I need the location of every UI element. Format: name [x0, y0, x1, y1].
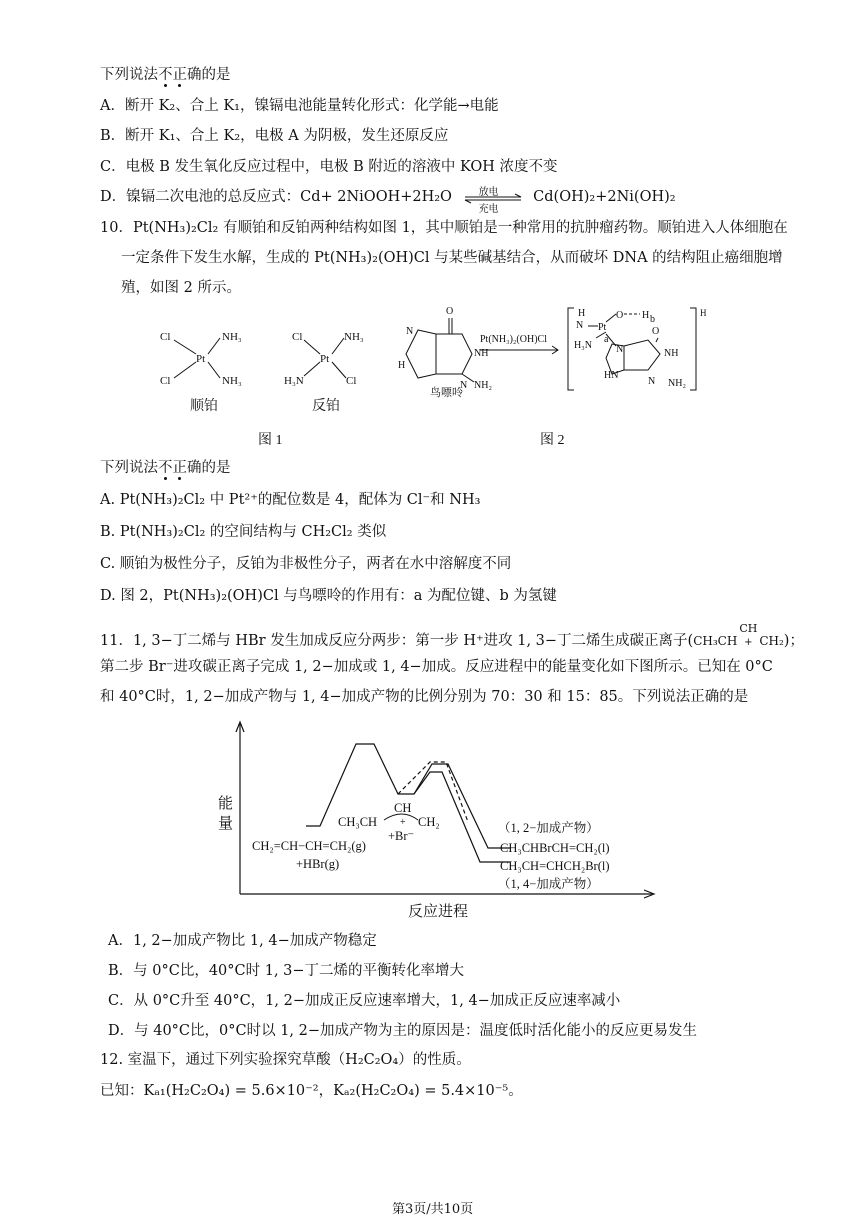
q10-option-c: C. 顺铂为极性分子，反铂为非极性分子，两者在水中溶解度不同 — [100, 556, 512, 572]
product-structure — [574, 308, 686, 389]
page-number: 第3页/共10页 — [392, 1202, 474, 1217]
q11-option-a: A．1, 2−加成产物比 1, 4−加成产物稳定 — [108, 933, 377, 949]
q9-option-a: A．断开 K₂、合上 K₁，镍镉电池能量转化形式：化学能→电能 — [100, 98, 499, 114]
q10-option-a: A. Pt(NH₃)₂Cl₂ 中 Pt²⁺的配位数是 4，配体为 Cl⁻和 NH₃ — [100, 492, 481, 508]
q11-line-2: 第二步 Br⁻进攻碳正离子完成 1, 2−加成或 1, 4−加成。反应进程中的能量变化如下图所示。已知在 0°C — [100, 659, 773, 675]
reactant-label: CH₂=CH−CH=CH₂(g) — [252, 839, 366, 853]
q10-stem: 下列说法不正确的是 — [100, 460, 231, 476]
figure-2-caption: 图 2 — [540, 433, 565, 448]
svg-text:NH: NH — [474, 348, 489, 359]
svg-text:H₃N: H₃N — [574, 340, 592, 351]
q9-option-b: B．断开 K₁、合上 K₂，电极 A 为阴极，发生还原反应 — [100, 128, 449, 144]
q11-option-b: B．与 0°C比，40°C时 1, 3−丁二烯的平衡转化率增大 — [108, 963, 465, 979]
svg-text:H: H — [578, 308, 586, 319]
svg-text:Cl: Cl — [346, 375, 357, 387]
reactant-hbr-label: +HBr(g) — [296, 857, 340, 871]
y-axis-label-1: 能 — [218, 796, 234, 812]
svg-text:N: N — [648, 376, 656, 387]
q12-line-1: 12. 室温下，通过下列实验探究草酸（H₂C₂O₄）的性质。 — [100, 1052, 471, 1068]
intermediate-plus: + — [400, 817, 406, 828]
guanine-structure — [406, 318, 474, 382]
svg-text:N: N — [406, 326, 414, 337]
cisplatin-structure — [160, 331, 242, 387]
q11-line-1: 11．1, 3−丁二烯与 HBr 发生加成反应分两步：第一步 H⁺进攻 1, 3−丁二烯生成碳正离子(CH₃CH + CH CH₂)； — [100, 624, 804, 654]
x-axis-label: 反应进程 — [408, 904, 469, 920]
arrow-reagent: Pt(NH₃)₂(OH)Cl — [480, 334, 547, 345]
product-1-2-formula: CH₃CHBrCH=CH₂(l) — [500, 841, 610, 855]
svg-text:Pt: Pt — [320, 353, 330, 365]
svg-text:NH₃: NH₃ — [222, 375, 242, 387]
intermediate-label: CH₃CH — [338, 815, 378, 829]
intermediate-ch2-label: CH₂ — [418, 815, 440, 829]
y-axis-label-2: 量 — [218, 816, 234, 832]
svg-text:H: H — [642, 310, 650, 321]
inline-delocalized-arc: + CH — [739, 622, 758, 648]
transplatin-structure — [284, 331, 364, 387]
svg-text:NH₃: NH₃ — [344, 331, 364, 343]
svg-text:Pt: Pt — [598, 322, 607, 333]
svg-text:N: N — [576, 320, 584, 331]
q9-option-d: D．镍镉二次电池的总反应式：Cd+ 2NiOOH+2H₂O 放电 充电 Cd(OH)₂+2Ni(OH)₂ — [100, 187, 676, 215]
svg-text:Cl: Cl — [160, 331, 171, 343]
svg-text:NH₃: NH₃ — [222, 331, 242, 343]
svg-text:NH: NH — [664, 348, 679, 359]
svg-text:HN: HN — [604, 370, 619, 381]
q11-option-d: D．与 40°C比，0°C时以 1, 2−加成产物为主的原因是：温度低时活化能小的反应更易发生 — [108, 1023, 698, 1039]
transplatin-label: 反铂 — [312, 399, 340, 414]
product-1-2-label: （1, 2−加成产物） — [498, 821, 599, 835]
intermediate-ch-label: CH — [394, 801, 412, 815]
q11-option-c: C．从 0°C升至 40°C，1, 2−加成正反应速率增大，1, 4−加成正反应速率减小 — [108, 993, 621, 1009]
q11-line-3: 和 40°C时，1, 2−加成产物与 1, 4−加成产物的比例分别为 70：30 和 15：85。下列说法正确的是 — [100, 689, 749, 705]
svg-text:NH₂: NH₂ — [474, 380, 492, 391]
q10-option-b: B. Pt(NH₃)₂Cl₂ 的空间结构与 CH₂Cl₂ 类似 — [100, 524, 387, 540]
q10-line-3: 殖，如图 2 所示。 — [121, 280, 241, 296]
q10-figures — [0, 296, 868, 456]
inline-carbocation: CH₃CH + CH CH₂ — [693, 624, 784, 654]
intermediate-br-label: +Br⁻ — [388, 829, 415, 843]
q10-line-2: 一定条件下发生水解，生成的 Pt(NH₃)₂(OH)Cl 与某些碱基结合，从而破坏 DNA 的结构阻止癌细胞增 — [121, 250, 783, 266]
product-1-4-formula: CH₃CH=CHCH₂Br(l) — [500, 859, 610, 873]
energy-profile-diagram — [0, 712, 868, 932]
q10-line-1: 10．Pt(NH₃)₂Cl₂ 有顺铂和反铂两种结构如图 1，其中顺铂是一种常用的抗肿瘤药物。顺铂进入人体细胞在 — [100, 220, 788, 236]
svg-text:N: N — [460, 380, 468, 391]
svg-text:Cl: Cl — [160, 375, 171, 387]
svg-text:Pt: Pt — [196, 353, 206, 365]
cisplatin-label: 顺铂 — [190, 399, 218, 414]
svg-text:O: O — [446, 306, 454, 317]
q9-option-c: C．电极 B 发生氧化反应过程中，电极 B 附近的溶液中 KOH 浓度不变 — [100, 159, 558, 175]
svg-text:O: O — [616, 310, 624, 321]
figure-1-caption: 图 1 — [258, 433, 283, 448]
svg-text:NH₂: NH₂ — [668, 378, 686, 389]
svg-text:Cl: Cl — [292, 331, 303, 343]
svg-text:N: N — [616, 344, 624, 355]
q10-option-d: D. 图 2，Pt(NH₃)₂(OH)Cl 与鸟嘌呤的作用有：a 为配位键、b 为氢键 — [100, 588, 557, 604]
q12-line-2: 已知：Kₐ₁(H₂C₂O₄) = 5.6×10⁻²，Kₐ₂(H₂C₂O₄) = 5.4×10⁻⁵。 — [100, 1083, 523, 1099]
dot-mark: H — [700, 308, 707, 318]
guanine-label: 鸟嘌呤 — [430, 387, 463, 399]
product-1-4-label: （1, 4−加成产物） — [498, 877, 599, 891]
svg-text:b: b — [650, 314, 655, 325]
svg-text:H₃N: H₃N — [284, 375, 304, 387]
svg-text:a: a — [604, 334, 609, 345]
svg-text:O: O — [652, 326, 660, 337]
q9-stem: 下列说法不正确的是 — [100, 67, 231, 83]
svg-text:H: H — [398, 360, 406, 371]
reversible-arrow: 放电 充电 — [461, 186, 525, 208]
guanine-atoms — [398, 306, 492, 391]
